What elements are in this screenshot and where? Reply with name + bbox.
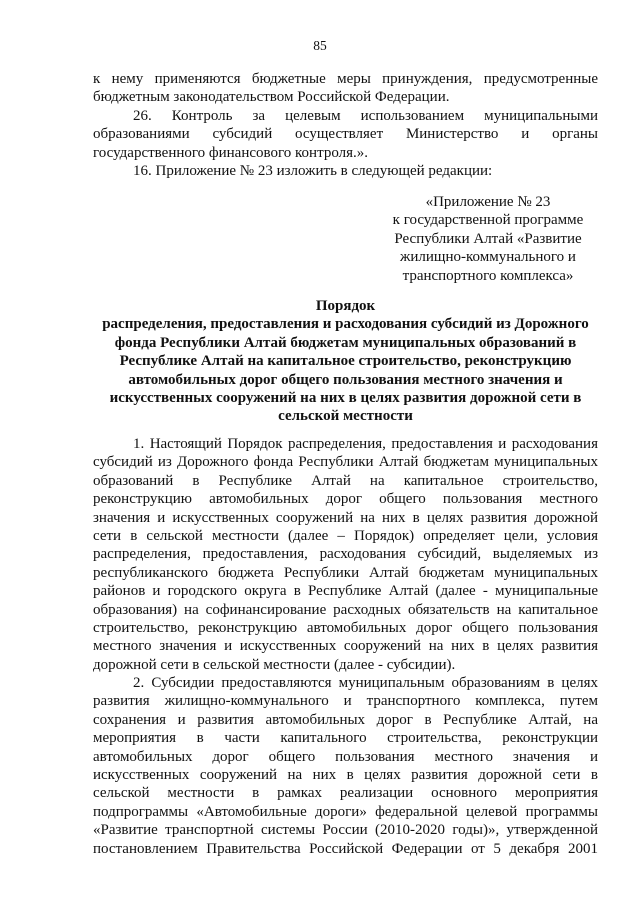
text-line: искусственных сооружений на них в целях развития дорожной сети в: [93, 767, 598, 784]
text-line: сельской местности в рамках реализации основного мероприятия: [93, 785, 598, 802]
paragraph-16: [93, 162, 598, 180]
paragraph-enforcement: [93, 70, 598, 107]
text-line: к нему применяются бюджетные меры принуждения, предусмотренные: [93, 71, 598, 87]
text-line: образования) на софинансирование расходных обязательств на капитальное: [93, 601, 598, 618]
text-line: распределения, предоставления, расходования субсидий, выделяемых из: [93, 546, 598, 563]
text-line: 2. Субсидии предоставляются муниципальным образованиям в целях: [133, 675, 598, 691]
title-line: автомобильных дорог общего пользования местного значения и: [128, 371, 563, 388]
text-line: подпрограммы «Автомобильные дороги» федеральной целевой программы: [93, 803, 598, 820]
page-number: 85: [313, 38, 327, 53]
text-line: сохранения и развития автомобильных дорог в Республике Алтай, на: [93, 711, 598, 728]
text-line: постановлением Правительства Российской Федерации от 5 декабря 2001: [93, 840, 598, 857]
annex-line: Республики Алтай «Развитие: [394, 230, 582, 247]
paragraph-26: [93, 107, 598, 162]
title-line: Республике Алтай на капитальное строительство, реконструкцию: [119, 353, 572, 370]
title-line: распределения, предоставления и расходования субсидий из Дорожного: [102, 316, 589, 333]
annex-line: к государственной программе: [392, 212, 584, 229]
annex-line: жилищно-коммунального и: [400, 249, 576, 266]
text-line: дорожной сети в сельской местности (далее - субсидии).: [93, 656, 456, 673]
annex-line: «Приложение № 23: [425, 194, 551, 210]
text-line: 26. Контроль за целевым использованием муниципальными: [133, 108, 598, 124]
title-line: фонда Республики Алтай бюджетам муниципальных образований в: [114, 334, 577, 351]
text-line: «Развитие транспортной системы России (2010-2020 годы)», утвержденной: [93, 822, 598, 839]
text-line: государственного финансового контроля.».: [93, 144, 369, 161]
text-line: строительство, реконструкцию автомобильных дорог общего пользования: [93, 620, 598, 637]
section-2: [93, 674, 598, 858]
text-line: значения и искусственных сооружений на них в целях развития дорожной: [93, 509, 598, 526]
text-line: бюджетным законодательством Российской Федерации.: [93, 89, 450, 106]
text-line: республиканского бюджета Республики Алтай бюджетам муниципальных: [93, 564, 598, 581]
text-line: местного значения и искусственных сооружений на них в целях развития: [93, 638, 598, 655]
text-line: образований в Республике Алтай на капитальное строительство,: [93, 472, 598, 489]
text-line: реконструкцию автомобильных дорог общего пользования местного: [93, 491, 598, 508]
text-line: 1. Настоящий Порядок распределения, предоставления и расходования: [133, 436, 598, 452]
text-line: развития жилищно-коммунального и транспортного комплекса, путем: [93, 693, 598, 710]
text-line: мероприятия в части капитального строительства, реконструкции: [93, 730, 598, 747]
title-line: Порядок: [315, 298, 376, 314]
text-line: 16. Приложение № 23 изложить в следующей редакции:: [133, 163, 493, 179]
text-line: районов и городского округа в Республике Алтай (далее - муниципальные: [93, 583, 598, 600]
text-line: субсидий из Дорожного фонда Республики Алтай бюджетам муниципальных: [93, 454, 598, 471]
title-line: сельской местности: [278, 408, 413, 425]
text-line: образованиями субсидий осуществляет Министерство и органы: [93, 126, 598, 143]
title-line: искусственных сооружений на них в целях развития дорожной сети в: [109, 390, 582, 407]
text-line: автомобильных дорог общего пользования местного значения и: [93, 748, 598, 765]
text-line: сети в сельской местности (далее – Порядок) определяет цели, условия: [93, 528, 598, 545]
annex-line: транспортного комплекса»: [402, 267, 574, 284]
annex-heading: [378, 193, 598, 285]
document-title: [93, 297, 598, 426]
section-1: [93, 435, 598, 674]
